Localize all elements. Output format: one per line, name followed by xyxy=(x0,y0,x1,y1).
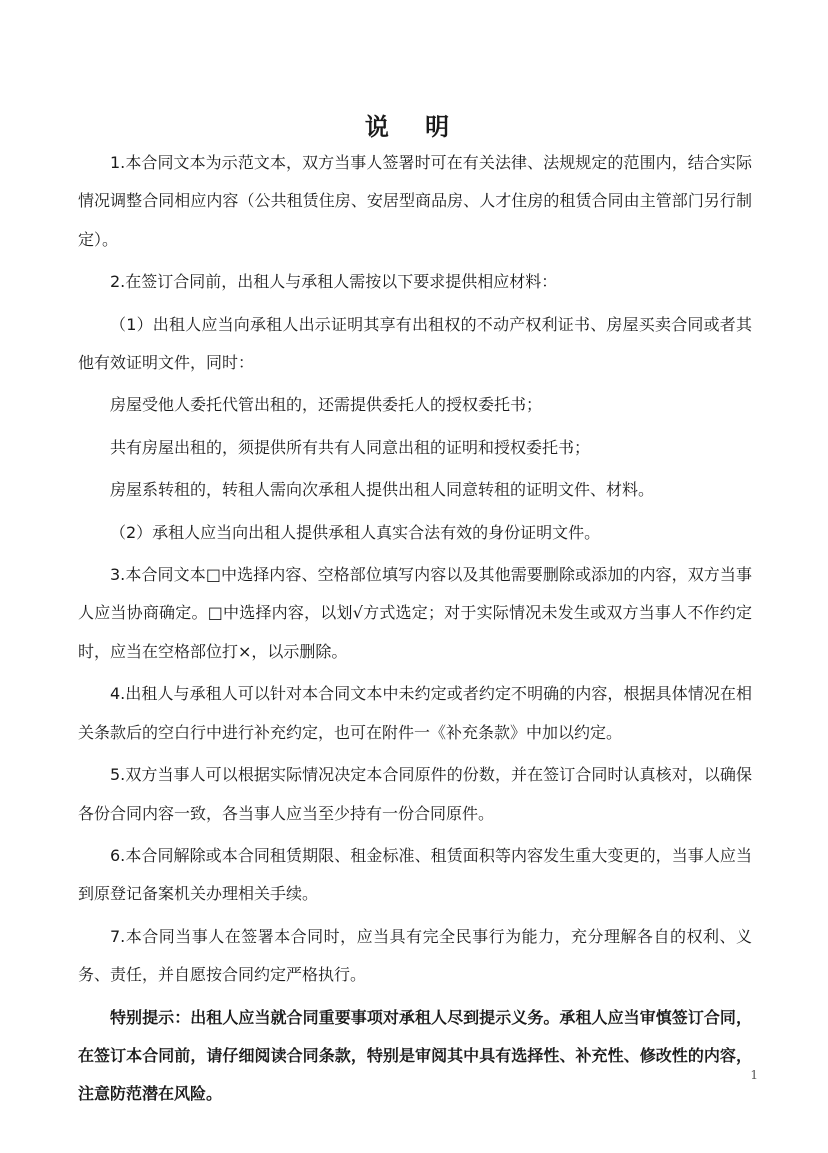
paragraph-2-1-a: 房屋受他人委托代管出租的，还需提供委托人的授权委托书； xyxy=(110,395,543,415)
paragraph-1: 1.本合同文本为示范文本，双方当事人签署时可在有关法律、法规规定的范围内，结合实际情况调整合同相应内容（公共租赁住房、安居型商品房、人才住房的租赁合同由主管部门另行制定）。 xyxy=(78,153,752,249)
paragraph-2-2: （2）承租人应当向出租人提供承租人真实合法有效的身份证明文件。 xyxy=(110,522,601,542)
paragraph-2-1: （1）出租人应当向承租人出示证明其享有出租权的不动产权利证书、房屋买卖合同或者其他有效证明文件，同时： xyxy=(78,314,752,373)
document-title: 说 明 xyxy=(364,113,464,141)
paragraph-6: 6.本合同解除或本合同租赁期限、租金标准、租赁面积等内容发生重大变更的，当事人应当到原登记备案机关办理相关手续。 xyxy=(78,845,752,904)
paragraph-2-1-b: 共有房屋出租的，须提供所有共有人同意出租的证明和授权委托书； xyxy=(110,437,591,457)
paragraph-2: 2.在签订合同前，出租人与承租人需按以下要求提供相应材料： xyxy=(110,272,558,292)
paragraph-4: 4.出租人与承租人可以针对本合同文本中未约定或者约定不明确的内容，根据具体情况在相关条款后的空白行中进行补充约定，也可在附件一《补充条款》中加以约定。 xyxy=(78,684,752,742)
paragraph-2-1-c: 房屋系转租的，转租人需向次承租人提供出租人同意转租的证明文件、材料。 xyxy=(110,480,655,500)
special-notice: 特别提示：出租人应当就合同重要事项对承租人尽到提示义务。承租人应当审慎签订合同，在签订本合同前，请仔细阅读合同条款，特别是审阅其中具有选择性、补充性、修改性的内容，注意防范潜在风险。 xyxy=(78,1007,752,1104)
paragraph-5: 5.双方当事人可以根据实际情况决定本合同原件的份数，并在签订合同时认真核对，以确保各份合同内容一致，各当事人应当至少持有一份合同原件。 xyxy=(78,765,752,823)
paragraph-7: 7.本合同当事人在签署本合同时，应当具有完全民事行为能力，充分理解各自的权利、义务、责任，并自愿按合同约定严格执行。 xyxy=(78,926,752,985)
paragraph-3: 3.本合同文本□中选择内容、空格部位填写内容以及其他需要删除或添加的内容，双方当事人应当协商确定。□中选择内容，以划√方式选定；对于实际情况未发生或双方当事人不作约定时，应当在空格部位打×，以示删除。 xyxy=(78,565,752,661)
document-body xyxy=(78,144,752,1114)
page-number: 1 xyxy=(750,1068,758,1082)
